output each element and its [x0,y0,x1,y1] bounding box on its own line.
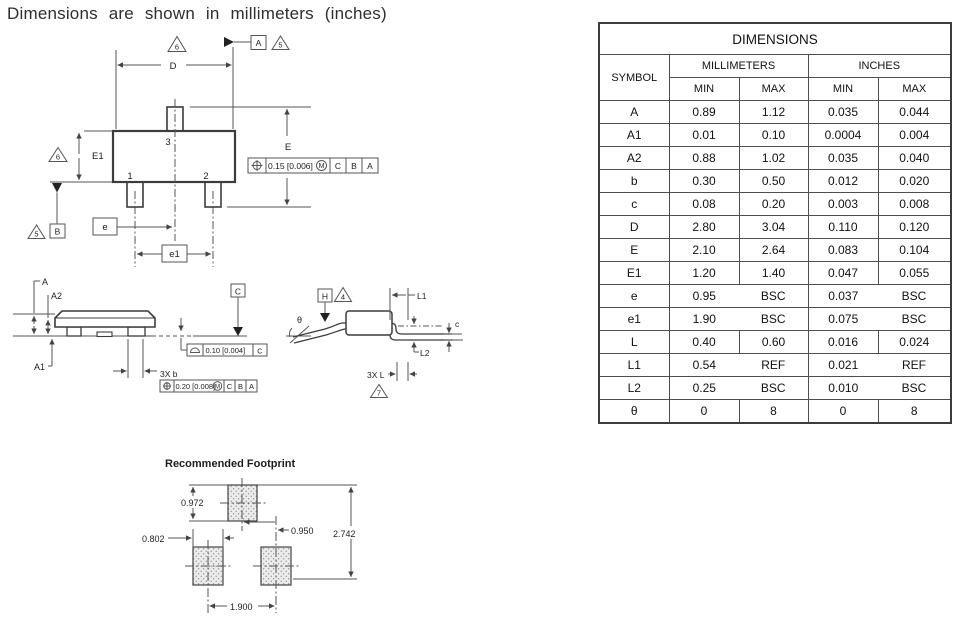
fcf-modifier-m: M [318,163,325,170]
cell-in-min: 0.035 [808,147,878,170]
fcf-flatness [187,344,267,356]
dim-d-label: D [169,61,177,72]
dim-a1-label: A1 [34,362,46,372]
fcf-ref-b: B [351,161,357,171]
cell-mm-min: 1.90 [669,308,739,331]
cell-mm-min: 0.89 [669,101,739,124]
cell-in-max: BSC [878,308,951,331]
dim-l2-label: L2 [420,348,430,358]
side-body [55,311,155,327]
datum-flag-icon [224,37,234,47]
cell-symbol: e1 [599,308,669,331]
cell-in-max: BSC [878,377,951,400]
cell-in-min: 0.016 [808,331,878,354]
cell-symbol: b [599,170,669,193]
table-row [599,285,951,308]
table-row [599,308,951,331]
cell-in-max: 0.024 [878,331,951,354]
cell-in-max: 0.020 [878,170,951,193]
cell-in-min: 0.075 [808,308,878,331]
dim-l1-label: L1 [417,291,427,301]
cell-in-min: 0.003 [808,193,878,216]
cell-symbol: L2 [599,377,669,400]
note-4-label: 4 [340,292,346,302]
cell-in-max: 0.004 [878,124,951,147]
pin2-number: 2 [203,171,209,182]
cell-symbol: E [599,239,669,262]
datum-b-label: B [54,226,61,237]
footprint-title: Recommended Footprint [165,458,296,470]
cell-symbol: A2 [599,147,669,170]
cell-mm-min: 2.80 [669,216,739,239]
datum-flag-icon [52,183,62,193]
note-6-label: 6 [174,42,180,52]
col-header-mm-max: MAX [739,78,808,101]
position-modifier-m: M [214,383,221,391]
datum-flag-icon [320,313,330,322]
fcf-ref-a: A [367,161,373,171]
table-row [599,400,951,424]
cell-mm-max: 0.50 [739,170,808,193]
side-view [13,277,311,392]
table-row [599,101,951,124]
table-row [599,216,951,239]
table-row [599,331,951,354]
cell-symbol: L1 [599,354,669,377]
cell-in-min: 0.021 [808,354,878,377]
cell-mm-max: 0.60 [739,331,808,354]
side-lead-2 [128,327,145,336]
cell-in-max: 0.120 [878,216,951,239]
table-row [599,170,951,193]
cell-mm-min: 0.08 [669,193,739,216]
footprint-overall-height: 2.742 [333,529,356,539]
cell-in-max: 8 [878,400,951,424]
cell-mm-max: 3.04 [739,216,808,239]
cell-mm-min: 0.88 [669,147,739,170]
col-header-in-min: MIN [808,78,878,101]
cell-symbol: e [599,285,669,308]
fcf-ref-c: C [334,161,342,171]
pin3-number: 3 [165,137,171,148]
cell-in-min: 0.083 [808,239,878,262]
table-row [599,354,951,377]
cell-symbol: A [599,101,669,124]
cell-symbol: c [599,193,669,216]
cell-in-min: 0 [808,400,878,424]
cell-in-max: BSC [878,285,951,308]
dim-e-label: E [284,142,292,153]
table-row [599,147,951,170]
table-title: DIMENSIONS [599,23,951,55]
position-ref-c: C [226,382,233,391]
fcf-position-side [160,380,257,392]
cell-in-max: 0.040 [878,147,951,170]
cell-in-min: 0.110 [808,216,878,239]
theta-label: θ [297,315,303,325]
dim-a2-label: A2 [51,291,63,301]
col-header-mm-min: MIN [669,78,739,101]
col-header-millimeters: MILLIMETERS [669,55,808,78]
cell-mm-max: BSC [739,308,808,331]
cell-symbol: A1 [599,124,669,147]
cell-mm-max: BSC [739,285,808,308]
cell-in-max: 0.104 [878,239,951,262]
cell-in-min: 0.035 [808,101,878,124]
table-row [599,239,951,262]
dim-e1-label: E1 [92,151,104,162]
cell-in-max: 0.055 [878,262,951,285]
cell-symbol: θ [599,400,669,424]
dimensions-table [598,22,952,424]
table-row [599,377,951,400]
cell-mm-max: 1.02 [739,147,808,170]
cell-mm-max: 2.64 [739,239,808,262]
datum-a-label: A [255,38,262,48]
top-view [28,36,378,268]
col-header-in-max: MAX [878,78,951,101]
table-row [599,124,951,147]
note-5-label: 5 [278,40,283,50]
cell-mm-min: 0.25 [669,377,739,400]
flatness-tolerance: 0.10 [0.004] [205,346,246,355]
table-row [599,262,951,285]
fcf-tolerance: 0.15 [0.006] [268,161,313,171]
fcf-position-top [248,158,378,173]
cell-mm-max: BSC [739,377,808,400]
note-7-label: 7 [376,388,382,398]
cell-mm-min: 0.30 [669,170,739,193]
col-header-inches: INCHES [808,55,951,78]
footprint-center-offset: 0.950 [291,526,314,536]
dim-c-label: c [455,319,460,329]
cell-mm-min: 0.95 [669,285,739,308]
cell-mm-min: 1.20 [669,262,739,285]
page-title: Dimensions are shown in millimeters (inches) [7,4,387,23]
datum-c-triangle [233,327,243,336]
cell-in-max: 0.044 [878,101,951,124]
pitch-e-label: e [102,222,108,233]
cell-mm-min: 0 [669,400,739,424]
lead-width-label: 3X b [160,369,178,379]
pin1-number: 1 [127,171,133,182]
position-tolerance: 0.20 [0.008] [175,382,216,391]
dim-a-label: A [42,277,49,287]
col-header-symbol: SYMBOL [599,55,669,101]
cell-in-max: REF [878,354,951,377]
footprint-view [142,458,362,613]
lead-detail-view [293,288,463,398]
position-ref-a: A [248,382,255,391]
pitch-e1-label: e1 [169,249,180,260]
cell-mm-min: 0.54 [669,354,739,377]
flatness-ref-c: C [257,346,263,356]
cell-in-min: 0.012 [808,170,878,193]
side-lead-1 [67,327,81,336]
cell-symbol: E1 [599,262,669,285]
cell-in-max: 0.008 [878,193,951,216]
cell-in-min: 0.047 [808,262,878,285]
cell-in-min: 0.037 [808,285,878,308]
cell-mm-min: 0.40 [669,331,739,354]
note-5b-label: 5 [34,229,39,239]
cell-mm-max: REF [739,354,808,377]
cell-mm-max: 1.12 [739,101,808,124]
footprint-pad-width: 0.802 [142,534,165,544]
cell-mm-max: 1.40 [739,262,808,285]
cell-mm-max: 8 [739,400,808,424]
datum-h-label: H [321,291,329,302]
detail-body [346,311,392,335]
cell-mm-max: 0.20 [739,193,808,216]
cell-in-min: 0.0004 [808,124,878,147]
position-ref-b: B [237,382,244,391]
cell-in-min: 0.010 [808,377,878,400]
footprint-pad-pitch: 1.900 [230,602,253,612]
cell-mm-min: 0.01 [669,124,739,147]
datum-c-label: C [234,286,242,297]
note-6b-label: 6 [55,152,61,162]
table-row [599,193,951,216]
side-center-tab [97,332,112,337]
cell-mm-max: 0.10 [739,124,808,147]
footprint-pad-height: 0.972 [181,498,204,508]
lead-length-label: 3X L [367,370,385,380]
cell-symbol: D [599,216,669,239]
cell-symbol: L [599,331,669,354]
cell-mm-min: 2.10 [669,239,739,262]
